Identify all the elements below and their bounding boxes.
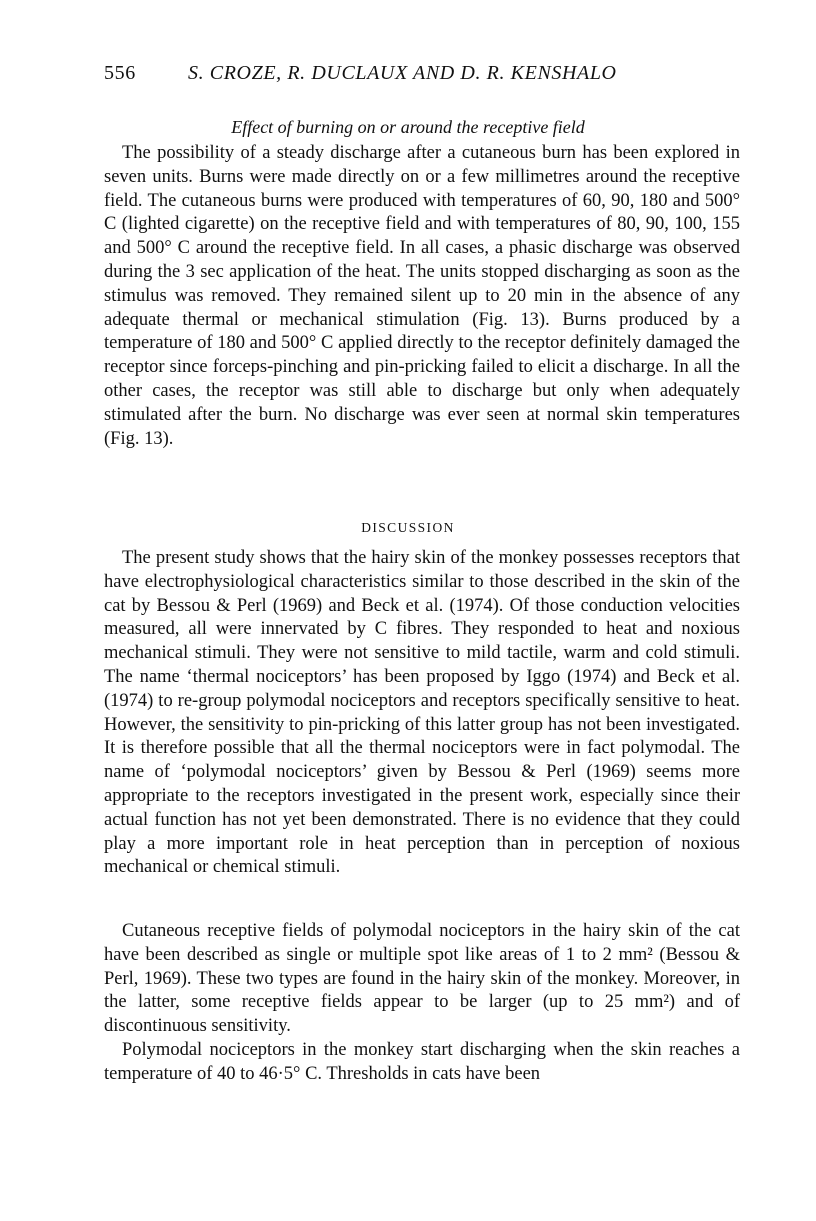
- paragraph: The possibility of a steady discharge after a cutaneous burn has been explored in seven units. Burns were made directly on or a few millimetres around the receptive field. The cutaneous burns were produced with temperatures of 60, 90, 180 and 500° C (lighted cigarette) on the receptive field and with temperatures of 80, 90, 100, 155 and 500° C around the receptive field. In all cases, a phasic discharge was observed during the 3 sec application of the heat. The units stopped discharging as soon as the stimulus was removed. They remained silent up to 20 min in the absence of any adequate thermal or mechanical stimulation (Fig. 13). Burns produced by a temperature of 180 and 500° C applied directly to the receptor definitely damaged the receptor since forceps-pinching and pin-pricking failed to elicit a discharge. In all the other cases, the receptor was still able to discharge but only when adequately stimulated after the burn. No discharge was ever seen at normal skin temperatures (Fig. 13).: [104, 143, 740, 449]
- paragraph: Polymodal nociceptors in the monkey start discharging when the skin reaches a temperature of 40 to 46·5° C. Thresholds in cats have been: [104, 1040, 740, 1084]
- discussion-heading: DISCUSSION: [361, 520, 455, 535]
- paragraph: Cutaneous receptive fields of polymodal nociceptors in the hairy skin of the cat have been described as single or multiple spot like areas of 1 to 2 mm² (Bessou & Perl, 1969). These two types are found in the hairy skin of the monkey. Moreover, in the latter, some receptive fields appear to be larger (up to 25 mm²) and of discontinuous sensitivity.: [104, 921, 740, 1037]
- running-header-authors: S. CROZE, R. DUCLAUX AND D. R. KENSHALO: [188, 62, 617, 84]
- paragraph: The present study shows that the hairy skin of the monkey possesses receptors that have electrophysiological characteristics similar to those described in the skin of the cat by Bessou & Perl (1969) and Beck et al. (1974). Of those conduction velocities measured, all were innervated by C fibres. They responded to heat and noxious mechanical stimuli. They were not sensitive to mild tactile, warm and cold stimuli. The name ‘thermal nociceptors’ has been proposed by Iggo (1974) and Beck et al. (1974) to re-group polymodal nociceptors and receptors specifically sensitive to heat. However, the sensitivity to pin-pricking of this latter group has not been investigated. It is therefore possible that all the thermal nociceptors were in fact polymodal. The name of ‘polymodal nociceptors’ given by Bessou & Perl (1969) seems more appropriate to the receptors investigated in the present work, especially since their actual function has not yet been demonstrated. There is no evidence that they could play a more important role in heat perception than in perception of noxious mechanical or chemical stimuli.: [104, 548, 740, 878]
- section-title: Effect of burning on or around the receptive field: [231, 117, 585, 137]
- page-number: 556: [104, 62, 136, 84]
- running-header: [104, 62, 744, 92]
